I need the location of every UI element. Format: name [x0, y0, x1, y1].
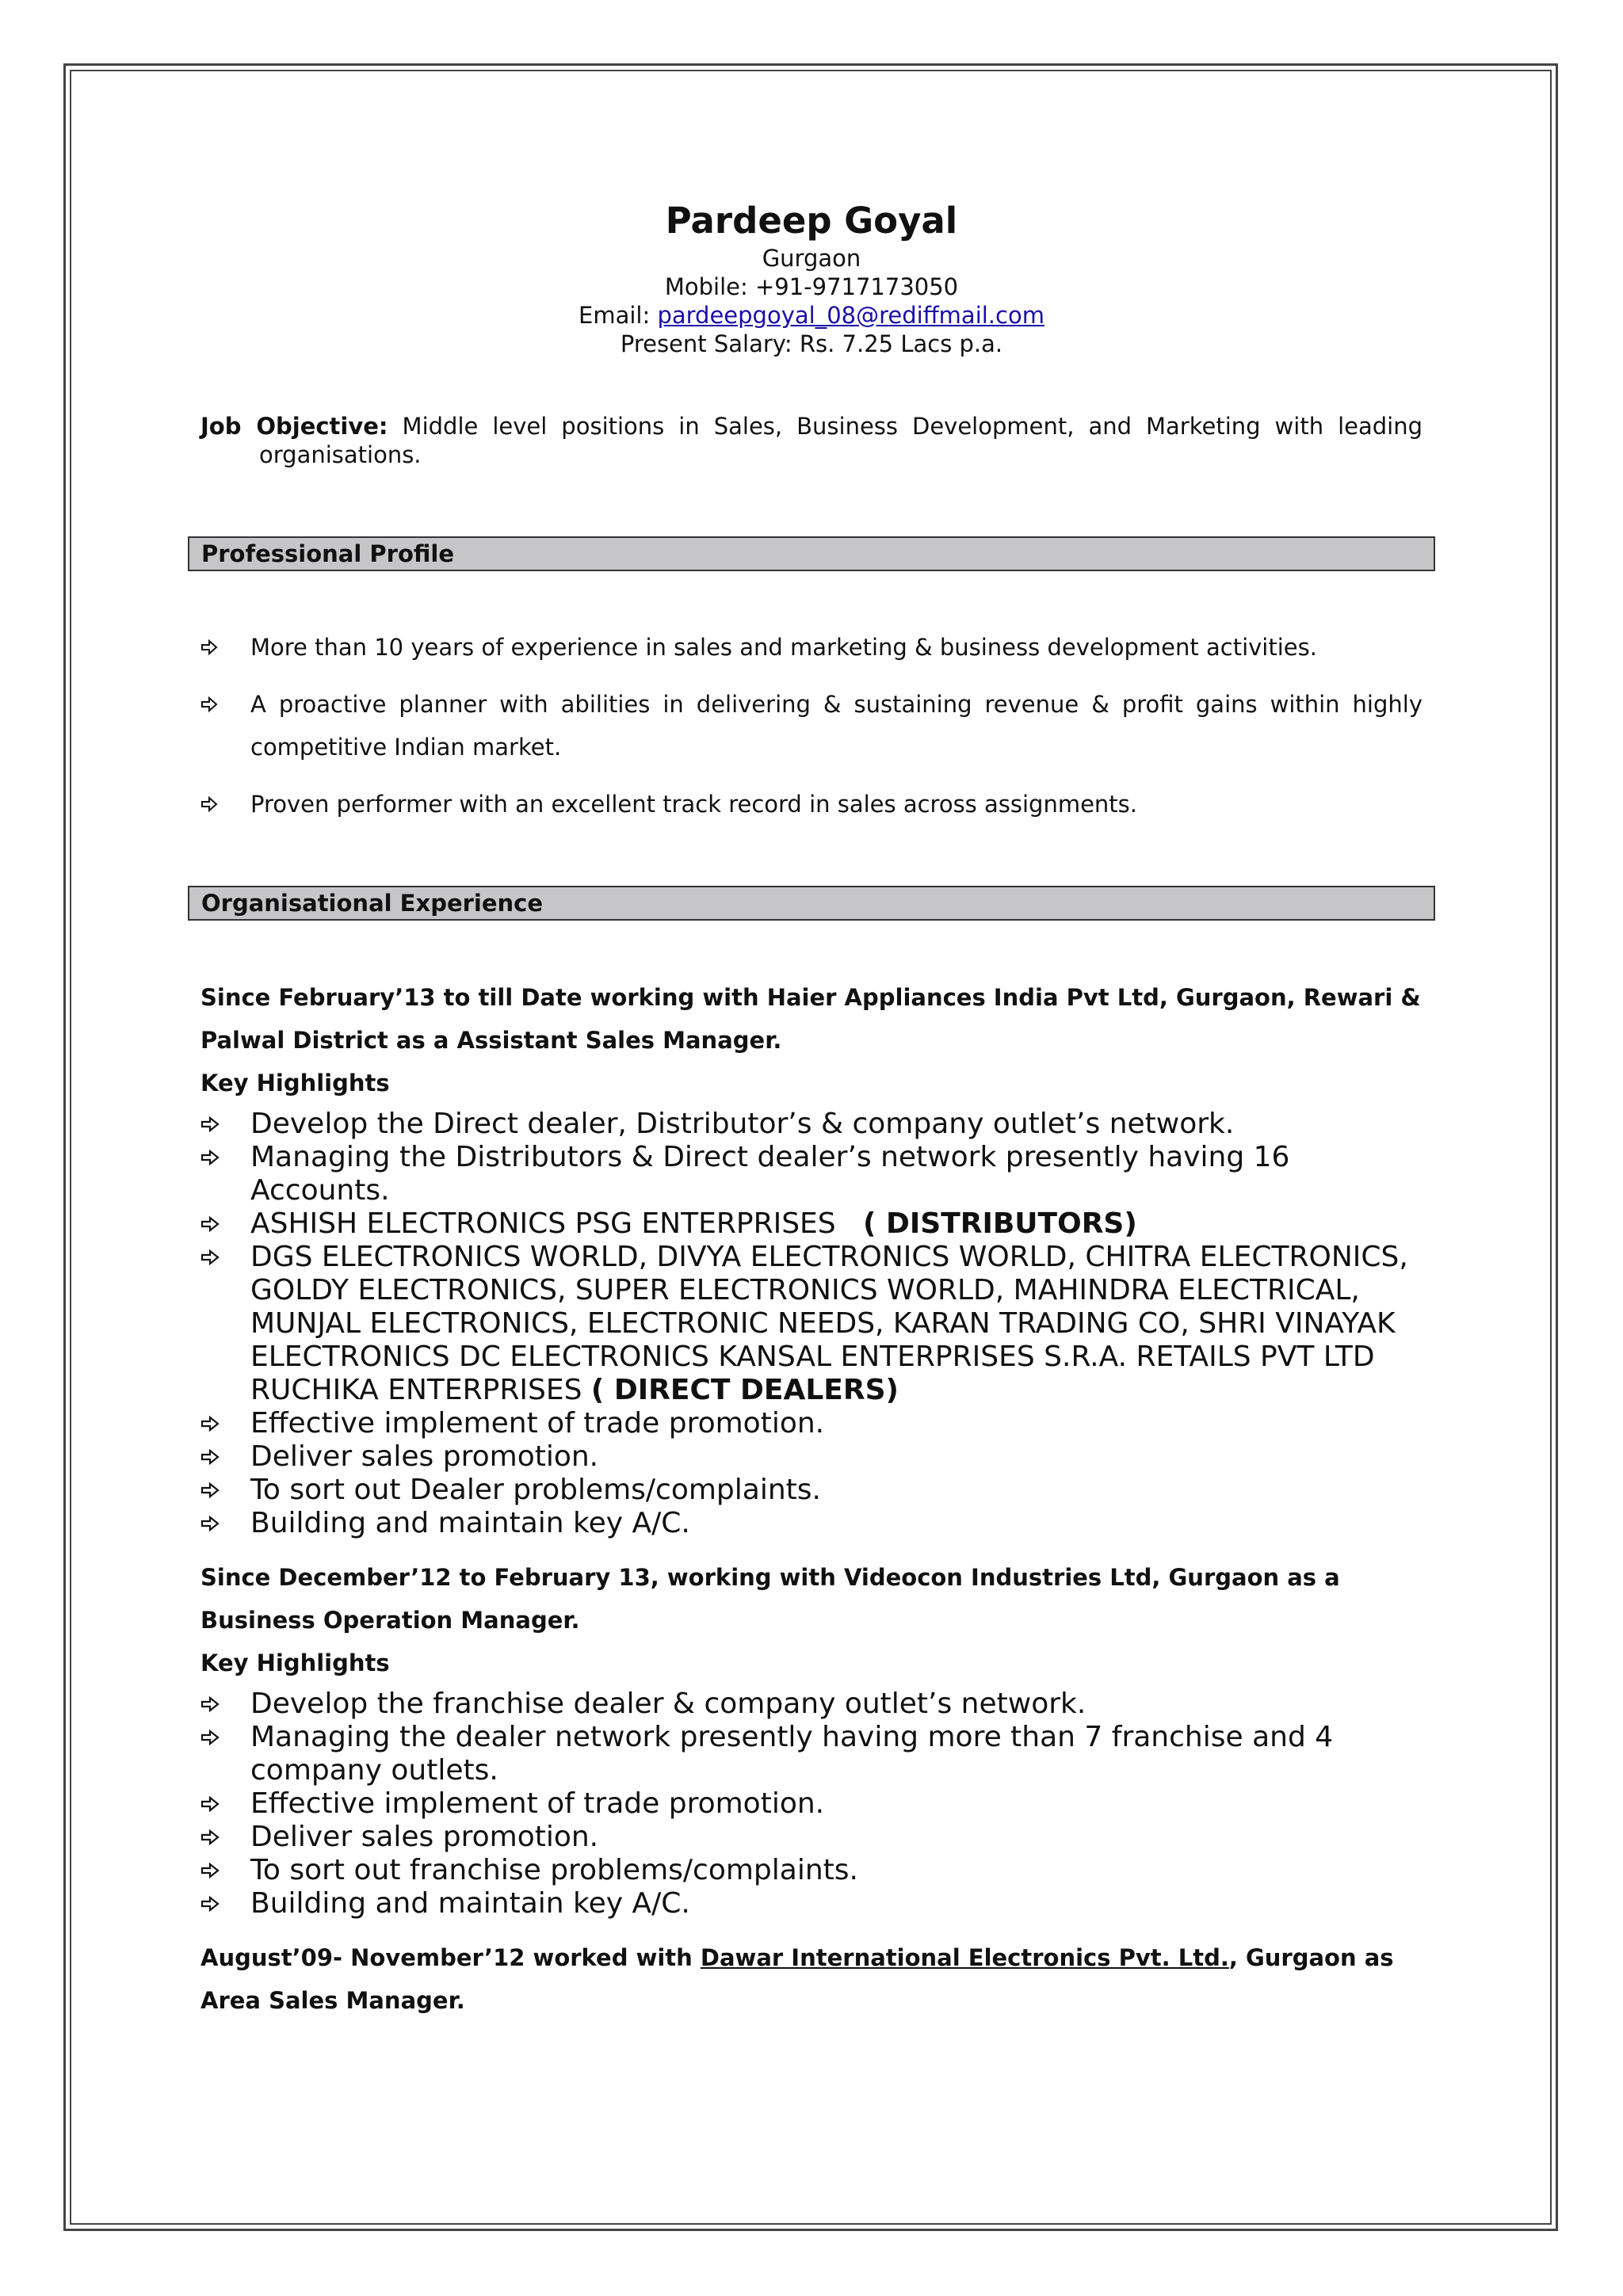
objective-label: Job Objective: — [200, 413, 388, 440]
section-organisational-experience: Organisational Experience — [188, 886, 1435, 921]
arrow-bullet-icon — [200, 1141, 220, 1174]
list-item — [200, 1821, 1423, 1854]
arrow-bullet-icon — [200, 1688, 220, 1721]
list-item — [200, 1440, 1423, 1474]
highlight-text: Effective implement of trade promotion. — [250, 1407, 825, 1440]
candidate-mobile: Mobile: +91-9717173050 — [664, 273, 959, 300]
job3-company: Dawar International Electronics Pvt. Ltd. — [700, 1944, 1229, 1971]
list-item — [200, 1141, 1423, 1207]
job-heading-dawar — [200, 1936, 1423, 2022]
experience-block — [200, 976, 1423, 2022]
job3-prefix: August’09- November’12 worked with — [200, 1944, 701, 1971]
highlight-text: Deliver sales promotion. — [250, 1821, 599, 1853]
highlight-text: To sort out Dealer problems/complaints. — [250, 1474, 821, 1506]
direct-dealers-text: DGS ELECTRONICS WORLD, DIVYA ELECTRONICS WORLD, CHITRA ELECTRONICS, GOLDY ELECTRONICS, SUPER ELECTRONICS WORLD, MAHINDRA ELECTRICAL, MUNJAL ELECTRONICS, ELECTRONIC NEEDS, KARAN TRADING CO, SHRI VINAYAK ELECTRONICS DC ELECTRONICS KANSAL ENTERPRISES S.R.A. RETAILS PVT LTD RUCHIKA ENTERPRISES — [250, 1241, 1408, 1406]
arrow-bullet-icon — [200, 1407, 220, 1440]
list-item — [200, 1688, 1423, 1721]
arrow-bullet-icon — [200, 626, 218, 669]
highlight-text: Develop the Direct dealer, Distributor’s & company outlet’s network. — [250, 1108, 1235, 1140]
arrow-bullet-icon — [200, 1821, 220, 1854]
list-item — [200, 1474, 1423, 1507]
arrow-bullet-icon — [200, 783, 218, 826]
section-professional-profile: Professional Profile — [188, 536, 1435, 571]
highlight-text: Effective implement of trade promotion. — [250, 1787, 825, 1820]
candidate-name: Pardeep Goyal — [665, 200, 958, 242]
highlight-text: Managing the Distributors & Direct dealer’s network presently having 16 Accounts. — [250, 1141, 1290, 1207]
candidate-email-line — [0, 301, 1623, 330]
objective-text-1: Middle level positions in Sales, Business Development, and Marketing with leading — [388, 413, 1423, 440]
highlight-text: Managing the dealer network presently having more than 7 franchise and 4 company outlets. — [250, 1721, 1334, 1787]
highlight-text: Develop the franchise dealer & company outlet’s network. — [250, 1688, 1086, 1720]
list-item — [200, 626, 1423, 669]
arrow-bullet-icon — [200, 1207, 220, 1241]
list-item — [200, 1854, 1423, 1887]
arrow-bullet-icon — [200, 1787, 220, 1821]
job2-highlights — [200, 1688, 1423, 1920]
list-item — [200, 1407, 1423, 1440]
direct-dealers-label: ( DIRECT DEALERS) — [590, 1374, 899, 1406]
objective-text-2: organisations. — [259, 441, 422, 468]
profile-item-text: A proactive planner with abilities in delivering & sustaining revenue & profit gains within highly competitive Indian market. — [250, 691, 1423, 761]
highlight-text: Building and maintain key A/C. — [250, 1887, 690, 1920]
arrow-bullet-icon — [200, 683, 218, 726]
list-item — [200, 1787, 1423, 1821]
job-objective — [200, 412, 1423, 469]
email-label: Email: — [579, 302, 658, 329]
arrow-bullet-icon — [200, 1507, 220, 1540]
arrow-bullet-icon — [200, 1721, 220, 1754]
list-item — [200, 1887, 1423, 1920]
highlight-text: Deliver sales promotion. — [250, 1440, 599, 1473]
list-item — [200, 1108, 1423, 1141]
list-item — [200, 1207, 1423, 1241]
list-item — [200, 783, 1423, 826]
list-item — [200, 1241, 1423, 1407]
arrow-bullet-icon — [200, 1440, 220, 1474]
distributors-label: ( DISTRIBUTORS) — [863, 1207, 1137, 1240]
arrow-bullet-icon — [200, 1108, 220, 1141]
list-item — [200, 683, 1423, 769]
arrow-bullet-icon — [200, 1854, 220, 1887]
profile-item-text: More than 10 years of experience in sales and marketing & business development activities. — [250, 634, 1317, 661]
job3-suffix: , Gurgaon as Area Sales Manager. — [200, 1944, 1394, 2014]
objective-line-1 — [200, 412, 1423, 441]
key-highlights-label: Key Highlights — [200, 1650, 390, 1676]
list-item — [200, 1721, 1423, 1787]
key-highlights-label: Key Highlights — [200, 1070, 390, 1097]
arrow-bullet-icon — [200, 1241, 220, 1274]
distributors-text: ASHISH ELECTRONICS PSG ENTERPRISES — [250, 1207, 836, 1240]
job1-highlights — [200, 1108, 1423, 1540]
candidate-salary: Present Salary: Rs. 7.25 Lacs p.a. — [620, 330, 1003, 357]
list-item — [200, 1507, 1423, 1540]
job-heading-videocon: Since December’12 to February 13, working with Videocon Industries Ltd, Gurgaon as a Business Operation Manager. — [200, 1564, 1340, 1634]
highlight-text: To sort out franchise problems/complaints. — [250, 1854, 858, 1886]
arrow-bullet-icon — [200, 1887, 220, 1920]
profile-list — [200, 626, 1423, 826]
profile-item-text: Proven performer with an excellent track record in sales across assignments. — [250, 791, 1138, 818]
email-link[interactable]: pardeepgoyal_08@rediffmail.com — [657, 302, 1044, 329]
job-heading-haier: Since February’13 to till Date working with Haier Appliances India Pvt Ltd, Gurgaon, Rewari & Palwal District as a Assistant Sales Manager. — [200, 984, 1421, 1054]
candidate-city: Gurgaon — [762, 245, 861, 272]
highlight-text: Building and maintain key A/C. — [250, 1507, 690, 1539]
arrow-bullet-icon — [200, 1474, 220, 1507]
